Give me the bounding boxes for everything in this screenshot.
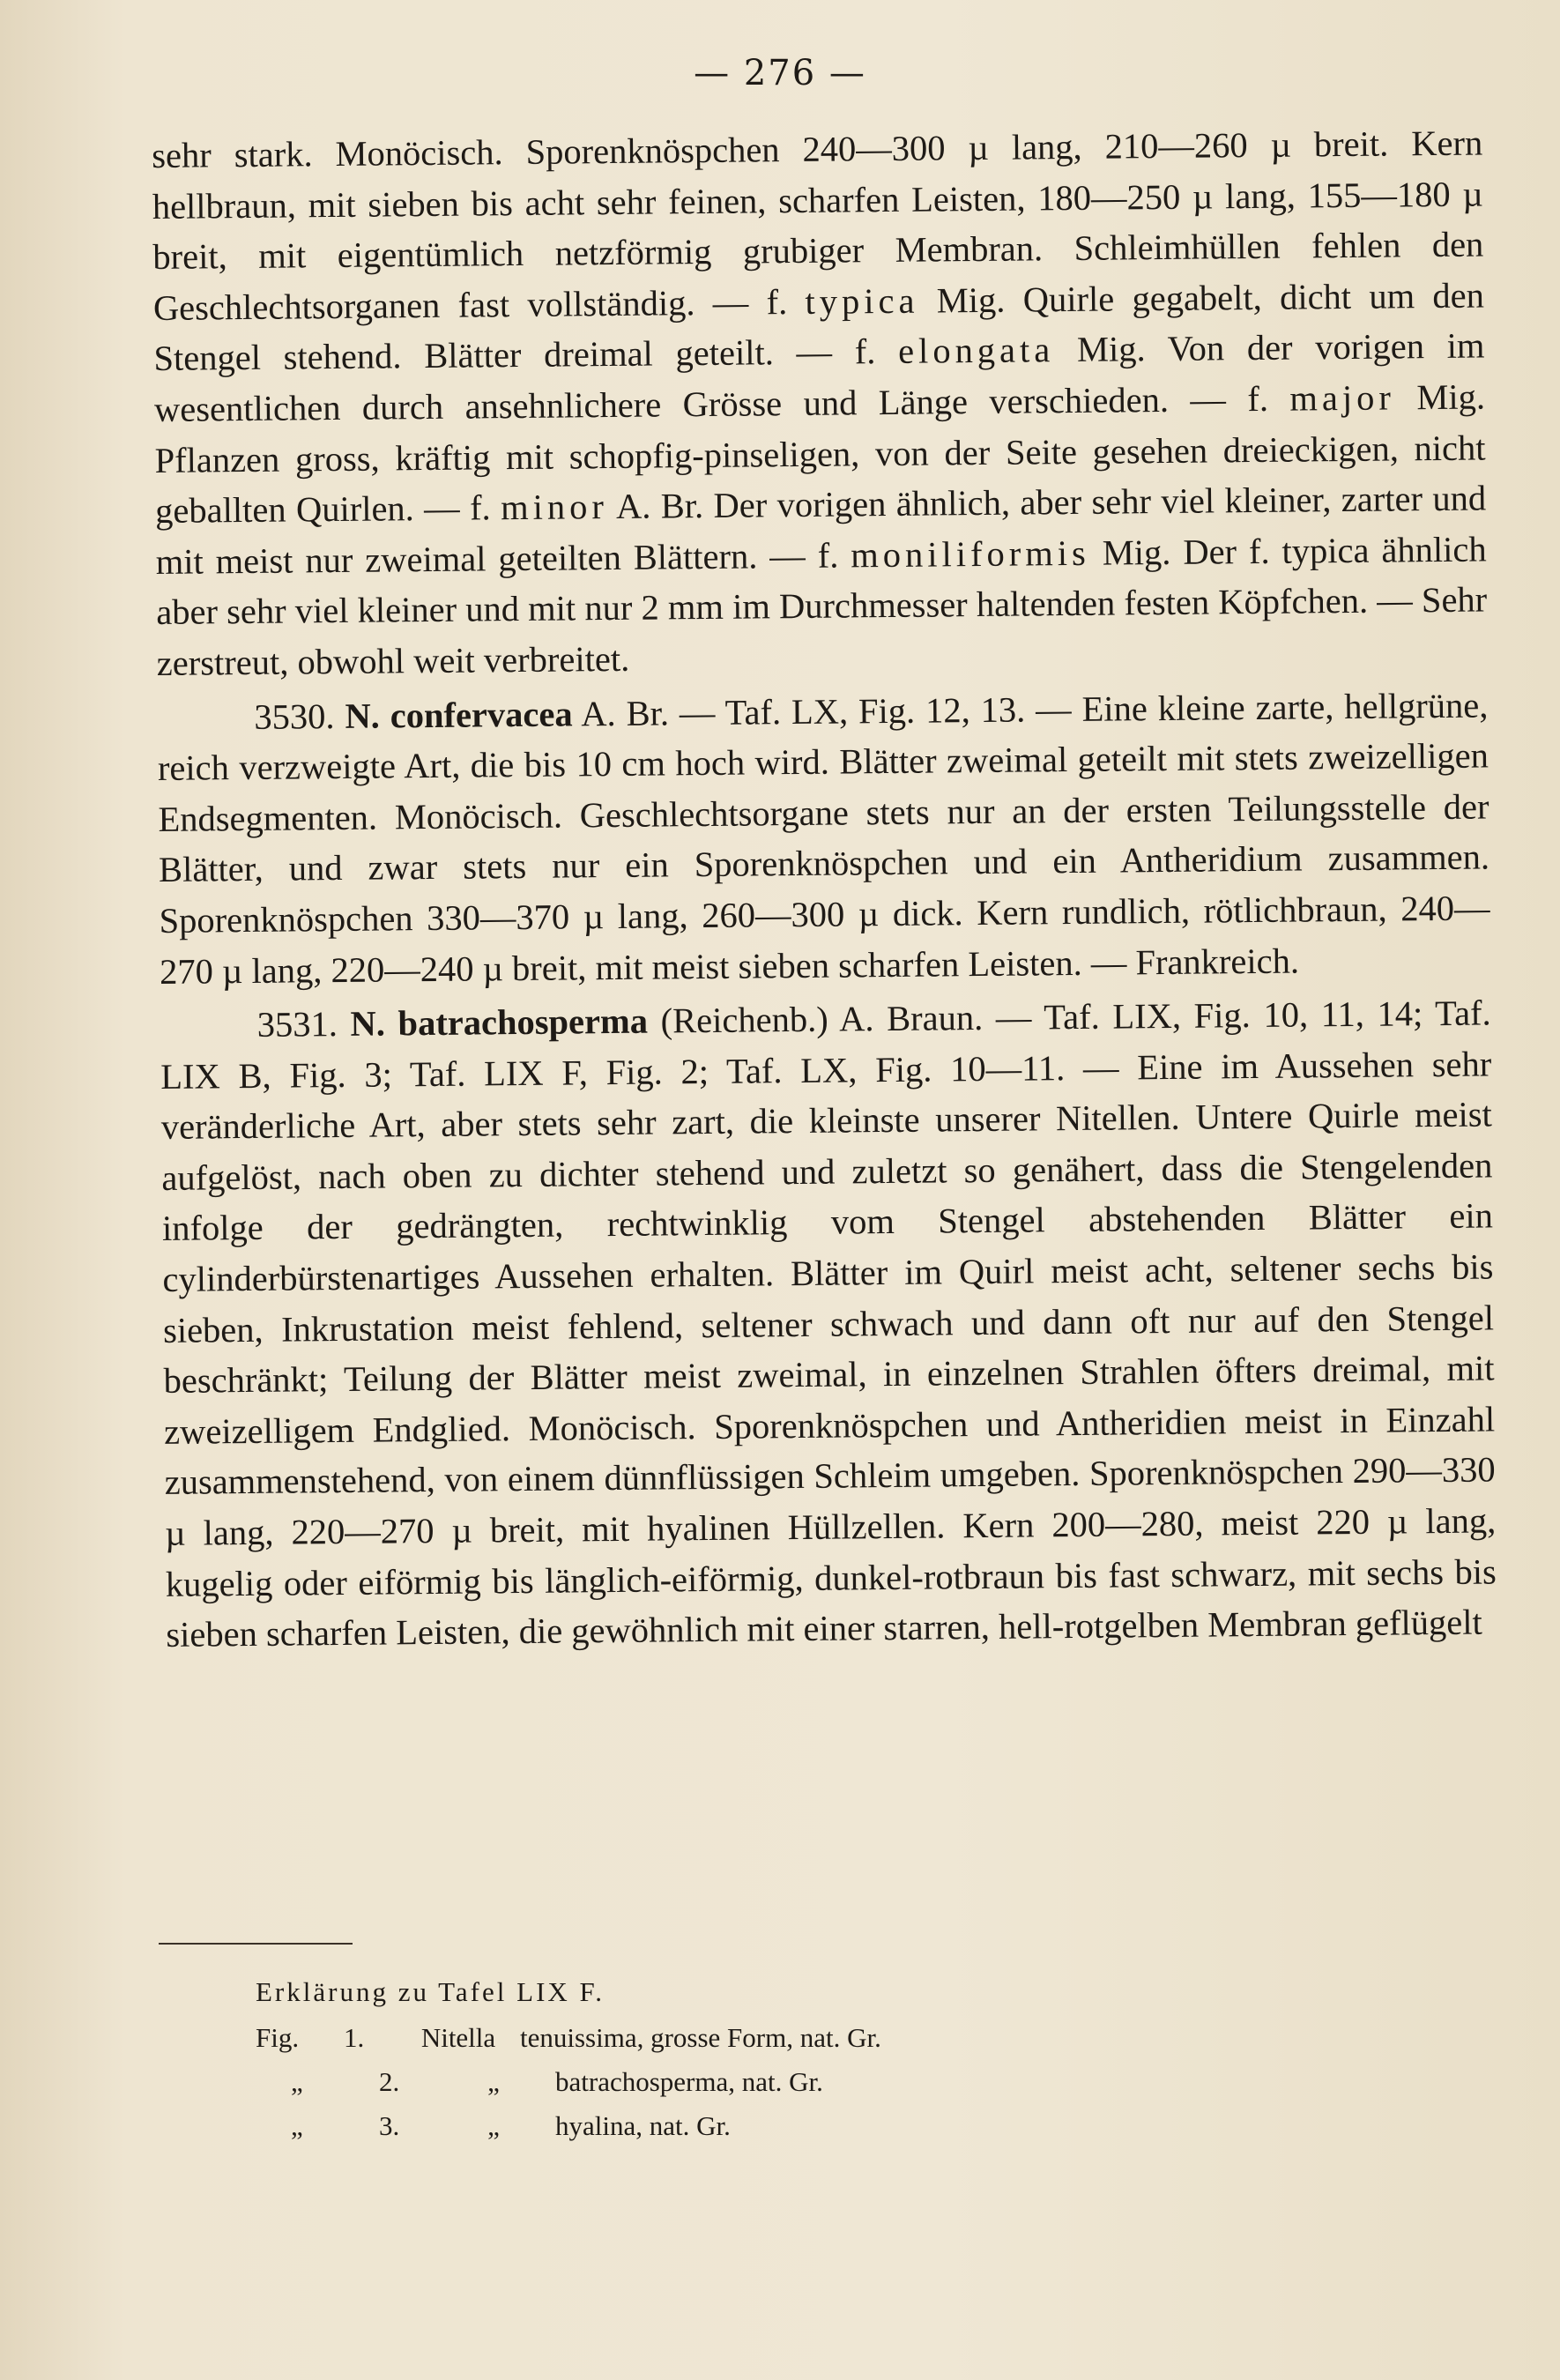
footnote-title: Erklärung zu Tafel LIX F. [256,1976,605,2007]
form-name-moniliformis: moniliformis [851,532,1091,576]
form-name-minor: minor [500,487,609,528]
entry-3530 [157,680,1490,997]
fig-number: 1. [344,2022,365,2053]
page-number: — 276 — [694,53,866,93]
text-run: Mig. Pflanzen gross, kräftig mit schopfig-pinseligen, von der Seite gesehen dreieckigen, nicht geballten Quirlen. — f. [154,376,1486,532]
fig-caption: tenuissima, grosse Form, nat. Gr. [520,2022,881,2053]
footnote-row [256,2061,1313,2105]
fig-label: „ [291,2110,303,2141]
genus: Nitella [420,2022,496,2053]
entry-number: 3530. [254,695,335,737]
footnote-row [256,2017,1313,2061]
entry-number: 3531. [256,1004,338,1045]
fig-label: „ [291,2066,303,2097]
form-name-typica: typica [805,280,919,322]
entry-3531 [160,988,1497,1661]
text-run: A. Br. Der vorigen ähnlich, aber sehr viel kleiner, zarter und mit meist nur zweimal geteilten Blättern. — f. [155,478,1487,582]
entry-text: A. Br. — Taf. LX, Fig. 12, 13. — Eine kleine zarte, hellgrüne, reich verzweigte Art, die bis 10 cm hoch wird. Blätter zweimal geteilt mit stets zweizelligen Endsegmenten. Monöcisch. Geschlechtsorgane stets nur an der ersten Teilungsstelle der Blätter, und zwar stets nur ein Sporenknöspchen und ein Antheridium zusammen. Sporenknöspchen 330—370 µ lang, 260—300 µ dick. Kern rundlich, rötlichbraun, 240—270 µ lang, 220—240 µ breit, mit meist sieben scharfen Leisten. — Frankreich. [157,685,1490,992]
genus: „ [487,2066,500,2097]
fig-caption: hyalina, nat. Gr. [555,2110,731,2141]
text-run: Mig. Quirle gegabelt, dicht um den Stengel stehend. Blätter dreimal geteilt. — f. [153,275,1485,379]
paragraph-continuation [152,118,1488,689]
footnote-divider [159,1943,353,1945]
fig-number: 2. [379,2066,400,2097]
fig-number: 3. [379,2110,400,2141]
genus: „ [487,2110,500,2141]
text-run: Mig. Der f. typica ähnlich aber sehr viel kleiner und mit nur 2 mm im Durchmesser haltenden festen Köpfchen. — Sehr zerstreut, obwohl weit verbreitet. [156,529,1488,683]
footnote [256,1971,1313,2149]
fig-caption: batrachosperma, nat. Gr. [555,2066,823,2097]
form-name-major: major [1289,377,1396,419]
species-name: N. batrachosperma [350,1000,649,1044]
main-text [152,118,1497,1661]
footnote-row [256,2105,1313,2149]
fig-label: Fig. [256,2022,300,2053]
form-name-elongata: elongata [897,330,1055,372]
entry-text: (Reichenb.) A. Braun. — Taf. LIX, Fig. 10, 11, 14; Taf. LIX B, Fig. 3; Taf. LIX F, Fig. 2; Taf. LX, Fig. 10—11. — Eine im Aussehen sehr veränderliche Art, aber stets sehr zart, die kleinste unserer Nitellen. Untere Quirle meist aufgelöst, nach oben zu dichter stehend und zuletzt so genähert, dass die Stengelenden infolge der gedrängten, rechtwinklig vom Stengel abstehenden Blätter ein cylinderbürstenartiges Aussehen erhalten. Blätter im Quirl meist acht, seltener sechs bis sieben, Inkrustation meist fehlend, seltener schwach und dann oft nur auf den Stengel beschränkt; Teilung der Blätter meist zweimal, in einzelnen Strahlen öfters dreimal, mit zweizelligem Endglied. Monöcisch. Sporenknöspchen und Antheridien meist in Einzahl zusammenstehend, von einem dünnflüssigen Schleim umgeben. Sporenknöspchen 290—330 µ lang, 220—270 µ breit, mit hyalinen Hüllzellen. Kern 200—280, meist 220 µ lang, kugelig oder eiförmig bis länglich-eiförmig, dunkel-rotbraun bis fast schwarz, mit sechs bis sieben scharfen Leisten, die gewöhnlich mit einer starren, hell-rotgelben Membran geflügelt [160,993,1497,1655]
text-run: sehr stark. Monöcisch. Sporenknöspchen 240—300 µ lang, 210—260 µ breit. Kern hellbraun, mit sieben bis acht sehr feinen, scharfen Leisten, 180—250 µ lang, 155—180 µ breit, mit eigentümlich netzförmig grubiger Membran. Schleimhüllen fehlen den Geschlechtsorganen fast vollständig. — f. [152,123,1484,328]
text-run: Mig. Von der vorigen im wesentlichen durch ansehnlichere Grösse und Länge verschieden. — f. [153,325,1485,429]
species-name: N. confervacea [345,693,573,736]
